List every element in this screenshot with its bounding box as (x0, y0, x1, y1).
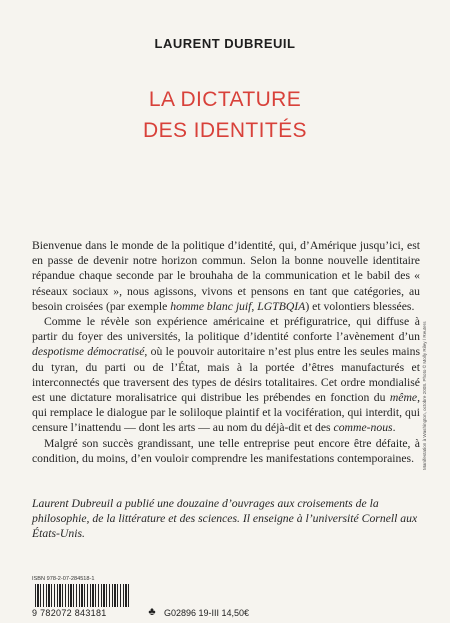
photo-credit: Manifestation à Washington, octobre 2008. Photo © Molly Riley / Reuters (422, 321, 427, 470)
product-code: G02896 19-III 14,50€ (164, 608, 250, 618)
publisher-logo-icon: ♣ (148, 606, 156, 618)
barcode-number: 9 782072 843181 (32, 608, 107, 618)
title-line-1: LA DICTATURE (148, 88, 302, 111)
blurb-paragraph-1: Bienvenue dans le monde de la politique d’identité, qui, d’Amérique jusqu’ici, est en passe de devenir notre horizon commun. Selon la bonne nouvelle identitaire répandue chaque seconde par le brouhaha de la communication et le babil des « réseaux sociaux », nous agissons, vivons et pensons en tant que catégories, au besoin croisées (par exemple homme blanc juif, LGTBQIA) et volontiers blessées. (32, 239, 420, 313)
isbn-label: ISBN 978-2-07-284518-1 (32, 576, 95, 582)
book-title (0, 84, 450, 146)
title-line-2: DES IDENTITÉS (143, 119, 307, 142)
blurb-paragraph-2: Comme le révèle son expérience américaine et préfiguratrice, qui diffuse à partir du foyer des universités, la politique d’identité conforte l’avènement d’un despotisme démocratisé, où le pouvoir autoritaire n’est plus entre les seules mains du tyran, du parti ou de l’État, mais à la portée d’êtres manufacturés et interconnectés que traversent des types de désirs totalitaires. Cet ordre mondialisé est une dictature moralisatrice qui distribue les prébendes en fonction du même, qui remplace le dialogue par le soliloque plaintif et la vocifération, qui interdit, qui censure l’inattendu — dont les arts — au nom du déjà-dit et des comme-nous. (32, 315, 421, 435)
barcode-icon (35, 584, 131, 607)
author-name: LAURENT DUBREUIL (154, 36, 296, 51)
blurb-text (32, 238, 420, 466)
barcode-area (32, 576, 420, 622)
blurb-paragraph-3: Malgré son succès grandissant, une telle entreprise peut encore être défaite, à condition, du moins, d’en vouloir comprendre les manifestations contemporaines. (32, 436, 420, 465)
author-bio: Laurent Dubreuil a publié une douzaine d’ouvrages aux croisements de la philosophie, de la littérature et des sciences. Il enseigne à l’université Cornell aux États-Unis. (32, 497, 418, 541)
